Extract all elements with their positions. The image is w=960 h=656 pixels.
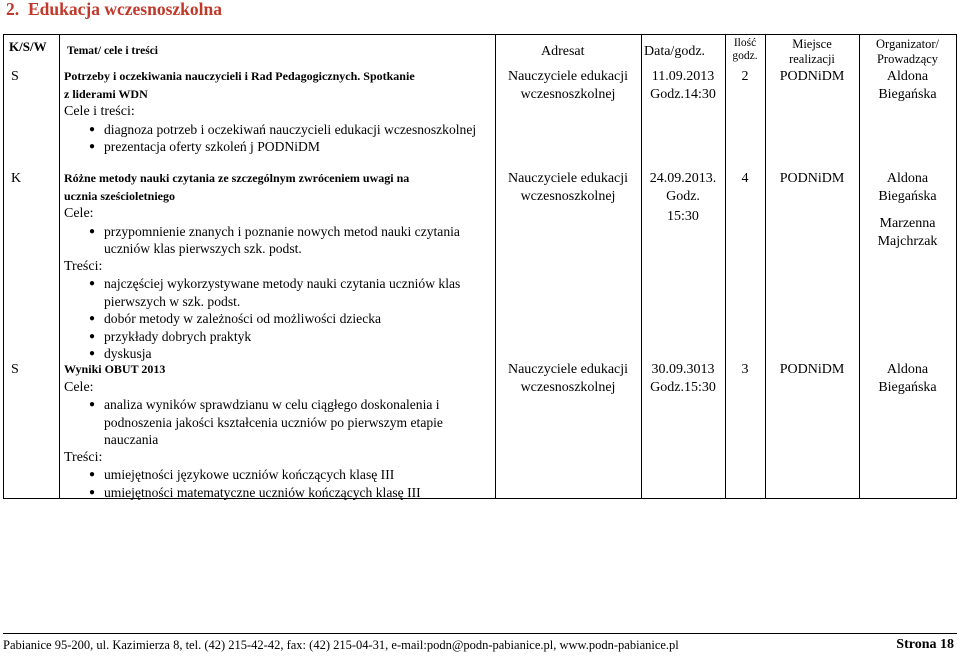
table-border-top (3, 34, 957, 35)
row3-adresat-line2: wczesnoszkolnej (520, 379, 616, 395)
footer-address: Pabianice 95-200, ul. Kazimierza 8, tel. (42) 215-42-42, fax: (42) 215-04-31, e-mail:podn@podn-pabianice.pl, www.podn-pabianice.pl (3, 638, 679, 652)
header-place (765, 37, 859, 67)
row2-topic (64, 170, 489, 363)
row2-organizer (859, 170, 956, 250)
header-place-line2: realizacji (789, 52, 835, 66)
row1-date-line2: Godz.14:30 (650, 86, 716, 102)
row2-label-contents: Treści: (64, 258, 103, 274)
row2-title-line2: ucznia sześcioletniego (64, 188, 175, 203)
list-item: ● analiza wyników sprawdzianu w celu ciągłego doskonalenia i podnoszenia jakości kształcenia uczniów po pierwszym etapie nauczania (64, 396, 489, 449)
training-table (3, 34, 957, 498)
header-organizer-line2: Prowadzący (876, 52, 939, 66)
row1-place: PODNiDM (779, 69, 845, 84)
row3-ks: S (11, 362, 19, 377)
row1-adresat (495, 68, 641, 103)
row3-hours: 3 (741, 362, 749, 377)
row3-organizer (859, 361, 956, 396)
section-title: Edukacja wczesnoszkolna (28, 0, 222, 19)
row3-adresat-line1: Nauczyciele edukacji (507, 362, 629, 377)
row3-date (641, 361, 725, 396)
list-item: ● umiejętności matematyczne uczniów kończących klasę III (64, 484, 489, 502)
row3-date-line1: 30.09.3013 (651, 362, 715, 377)
row2-organizer-line3: Marzenna (879, 216, 936, 231)
col-divider (495, 34, 496, 498)
row1-adresat-line2: wczesnoszkolnej (520, 86, 616, 102)
row2-organizer-line4: Majchrzak (877, 233, 938, 249)
row3-title-line1: Wyniki OBUT 2013 (64, 362, 166, 376)
row2-date (641, 170, 725, 226)
row2-adresat (495, 170, 641, 205)
header-topic: Temat/ cele i treści (67, 45, 159, 57)
row1-label-goals: Cele i treści: (64, 104, 135, 119)
list-item: ● umiejętności językowe uczniów kończących klasę III (64, 466, 489, 484)
row3-label-contents: Treści: (64, 449, 103, 465)
table-border-left (3, 34, 4, 498)
list-item: ● dobór metody w zależności od możliwości dziecka (64, 310, 489, 328)
row1-goals-list (64, 121, 489, 156)
row3-organizer-line2: Biegańska (878, 379, 937, 395)
row1-date (641, 68, 725, 103)
row3-label-goals: Cele: (64, 379, 94, 395)
row1-title-line1: Potrzeby i oczekiwania nauczycieli i Rad Pedagogicznych. Spotkanie (64, 69, 415, 83)
list-item: ● prezentacja oferty szkoleń j PODNiDM (64, 138, 489, 156)
row2-hours: 4 (741, 171, 749, 186)
row2-adresat-line1: Nauczyciele edukacji (507, 171, 629, 186)
footer-divider (3, 633, 957, 634)
row2-date-line2: Godz. (666, 188, 700, 204)
row1-organizer (859, 68, 956, 103)
header-date: Data/godz. (644, 44, 706, 59)
row3-date-line2: Godz.15:30 (650, 379, 716, 395)
header-place-line1: Miejsce (792, 37, 832, 51)
col-divider (59, 34, 60, 498)
list-item: ● diagnoza potrzeb i oczekiwań nauczycieli edukacji wczesnoszkolnej (64, 121, 489, 139)
list-item: ● najczęściej wykorzystywane metody nauki czytania uczniów klas pierwszych w szk. podst. (64, 275, 489, 310)
row1-title-line2: z liderami WDN (64, 86, 148, 101)
row2-goals-list (64, 223, 489, 258)
row3-topic (64, 361, 489, 501)
header-hours (725, 37, 765, 63)
page-number: Strona 18 (896, 637, 954, 652)
list-item: ● przykłady dobrych praktyk (64, 328, 489, 346)
col-divider (859, 34, 860, 498)
header-adresat: Adresat (541, 44, 585, 59)
row3-organizer-line1: Aldona (886, 362, 929, 377)
row1-ks: S (11, 69, 19, 84)
header-organizer (859, 37, 956, 67)
section-heading (6, 0, 222, 20)
row1-adresat-line1: Nauczyciele edukacji (507, 69, 629, 84)
row2-title-line1: Różne metody nauki czytania ze szczególnym zwróceniem uwagi na (64, 171, 410, 185)
row1-organizer-line1: Aldona (886, 69, 929, 84)
header-ks: K/S/W (9, 39, 47, 54)
row2-organizer-line2: Biegańska (878, 188, 937, 204)
row2-adresat-line2: wczesnoszkolnej (520, 188, 616, 204)
row2-contents-list (64, 275, 489, 363)
row3-goals-list (64, 396, 489, 449)
col-divider (725, 34, 726, 498)
row1-organizer-line2: Biegańska (878, 86, 937, 102)
row2-organizer-line1: Aldona (886, 171, 929, 186)
col-divider (641, 34, 642, 498)
header-organizer-line1: Organizator/ (876, 37, 939, 51)
row1-date-line1: 11.09.2013 (651, 69, 715, 84)
row3-contents-list (64, 466, 489, 501)
row1-topic (64, 68, 489, 156)
list-item: ● przypomnienie znanych i poznanie nowych metod nauki czytania uczniów klas pierwszych szk. podst. (64, 223, 489, 258)
list-item: ● dyskusja (64, 345, 489, 363)
header-hours-line1: Ilość (733, 37, 757, 49)
row2-date-line1: 24.09.2013. (649, 171, 717, 186)
row2-date-line3: 15:30 (667, 209, 699, 224)
row2-place: PODNiDM (779, 171, 845, 186)
section-number: 2. (6, 0, 20, 19)
row3-place: PODNiDM (779, 362, 845, 377)
row1-hours: 2 (741, 69, 749, 84)
row2-label-goals: Cele: (64, 206, 94, 221)
row2-ks: K (11, 171, 22, 186)
col-divider (765, 34, 766, 498)
row3-adresat (495, 361, 641, 396)
table-border-right (956, 34, 957, 498)
header-hours-line2: godz. (732, 50, 758, 62)
